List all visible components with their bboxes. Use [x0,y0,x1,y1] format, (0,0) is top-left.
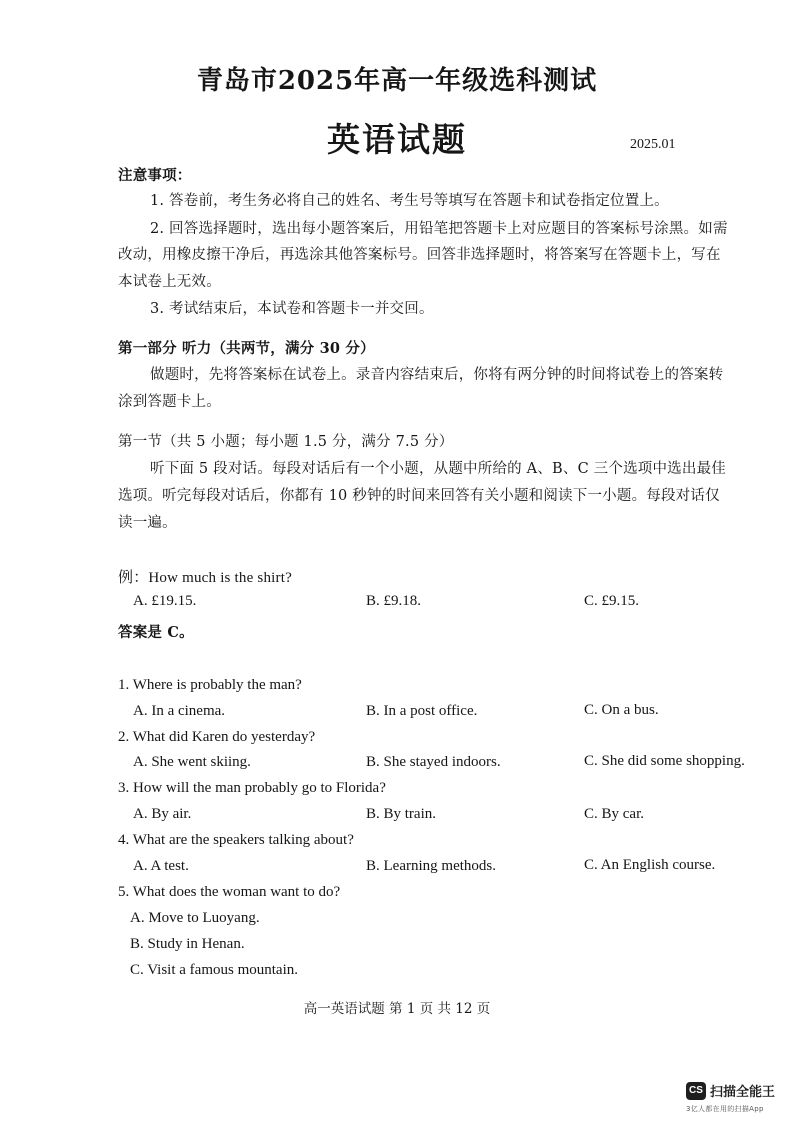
section1-intro: 听下面 5 段对话。每段对话后有一个小题，从题中所给的 A、B、C 三个选项中选出最佳 [150,461,726,477]
question-3: 3. How will the man probably go to Florida? [118,780,386,796]
example-option-c: C. £9.15. [584,593,640,609]
part1-intro-cont: 涂到答题卡上。 [118,394,221,410]
example-option-a: A. £19.15. [133,593,197,609]
question-5-option-a: A. Move to Luoyang. [130,910,260,926]
camscanner-logo-icon: CS [686,1082,706,1100]
notice-item-2-end: 本试卷上无效。 [118,274,221,290]
notice-heading: 注意事项： [118,167,192,184]
question-4-option-b: B. Learning methods. [366,858,496,874]
question-5: 5. What does the woman want to do? [118,884,341,900]
section1-intro-cont: 选项。听完每段对话后，你都有 10 秒钟的时间来回答有关小题和阅读下一小题。每段对话仅 [118,488,720,504]
exam-subject: 英语试题 [327,120,467,159]
exam-title: 青岛市2025年高一年级选科测试 [196,66,598,96]
question-2-option-a: A. She went skiing. [133,754,251,770]
question-3-option-b: B. By train. [366,806,436,822]
question-4-option-c: C. An English course. [584,857,716,873]
question-1-option-c: C. On a bus. [584,702,659,718]
notice-item-3: 3. 考试结束后，本试卷和答题卡一并交回。 [150,301,434,317]
question-2-option-c: C. She did some shopping. [584,753,745,769]
example-option-b: B. £9.18. [366,593,422,609]
notice-item-2: 2. 回答选择题时，选出每小题答案后，用铅笔把答题卡上对应题目的答案标号涂黑。如需 [150,221,728,237]
part1-heading: 第一部分 听力（共两节，满分 30 分） [118,340,375,357]
question-3-option-a: A. By air. [133,806,192,822]
scanner-tagline: 3亿人都在用的扫描App [686,1105,764,1113]
section1-heading: 第一节（共 5 小题；每小题 1.5 分，满分 7.5 分） [118,434,454,450]
example-answer: 答案是 C。 [118,624,194,641]
question-1: 1. Where is probably the man? [118,677,302,693]
page-footer: 高一英语试题 第 1 页 共 12 页 [303,1001,491,1017]
notice-item-1: 1. 答卷前，考生务必将自己的姓名、考生号等填写在答题卡和试卷指定位置上。 [150,193,669,209]
question-2: 2. What did Karen do yesterday? [118,729,316,745]
scanner-watermark [686,1081,775,1100]
section1-intro-end: 读一遍。 [118,515,177,531]
scanner-app-name: 扫描全能王 [710,1085,776,1100]
question-5-option-b: B. Study in Henan. [130,936,245,952]
question-1-option-a: A. In a cinema. [133,703,226,719]
question-1-option-b: B. In a post office. [366,703,478,719]
exam-date: 2025.01 [630,137,676,152]
question-4: 4. What are the speakers talking about? [118,832,354,848]
question-4-option-a: A. A test. [133,858,189,874]
question-3-option-c: C. By car. [584,806,644,822]
part1-intro: 做题时，先将答案标在试卷上。录音内容结束后，你将有两分钟的时间将试卷上的答案转 [150,367,724,383]
example-question: 例：How much is the shirt? [118,570,292,586]
question-2-option-b: B. She stayed indoors. [366,754,501,770]
question-5-option-c: C. Visit a famous mountain. [130,962,298,978]
notice-item-2-cont: 改动，用橡皮擦干净后，再选涂其他答案标号。回答非选择题时，将答案写在答题卡上，写在 [118,247,721,263]
